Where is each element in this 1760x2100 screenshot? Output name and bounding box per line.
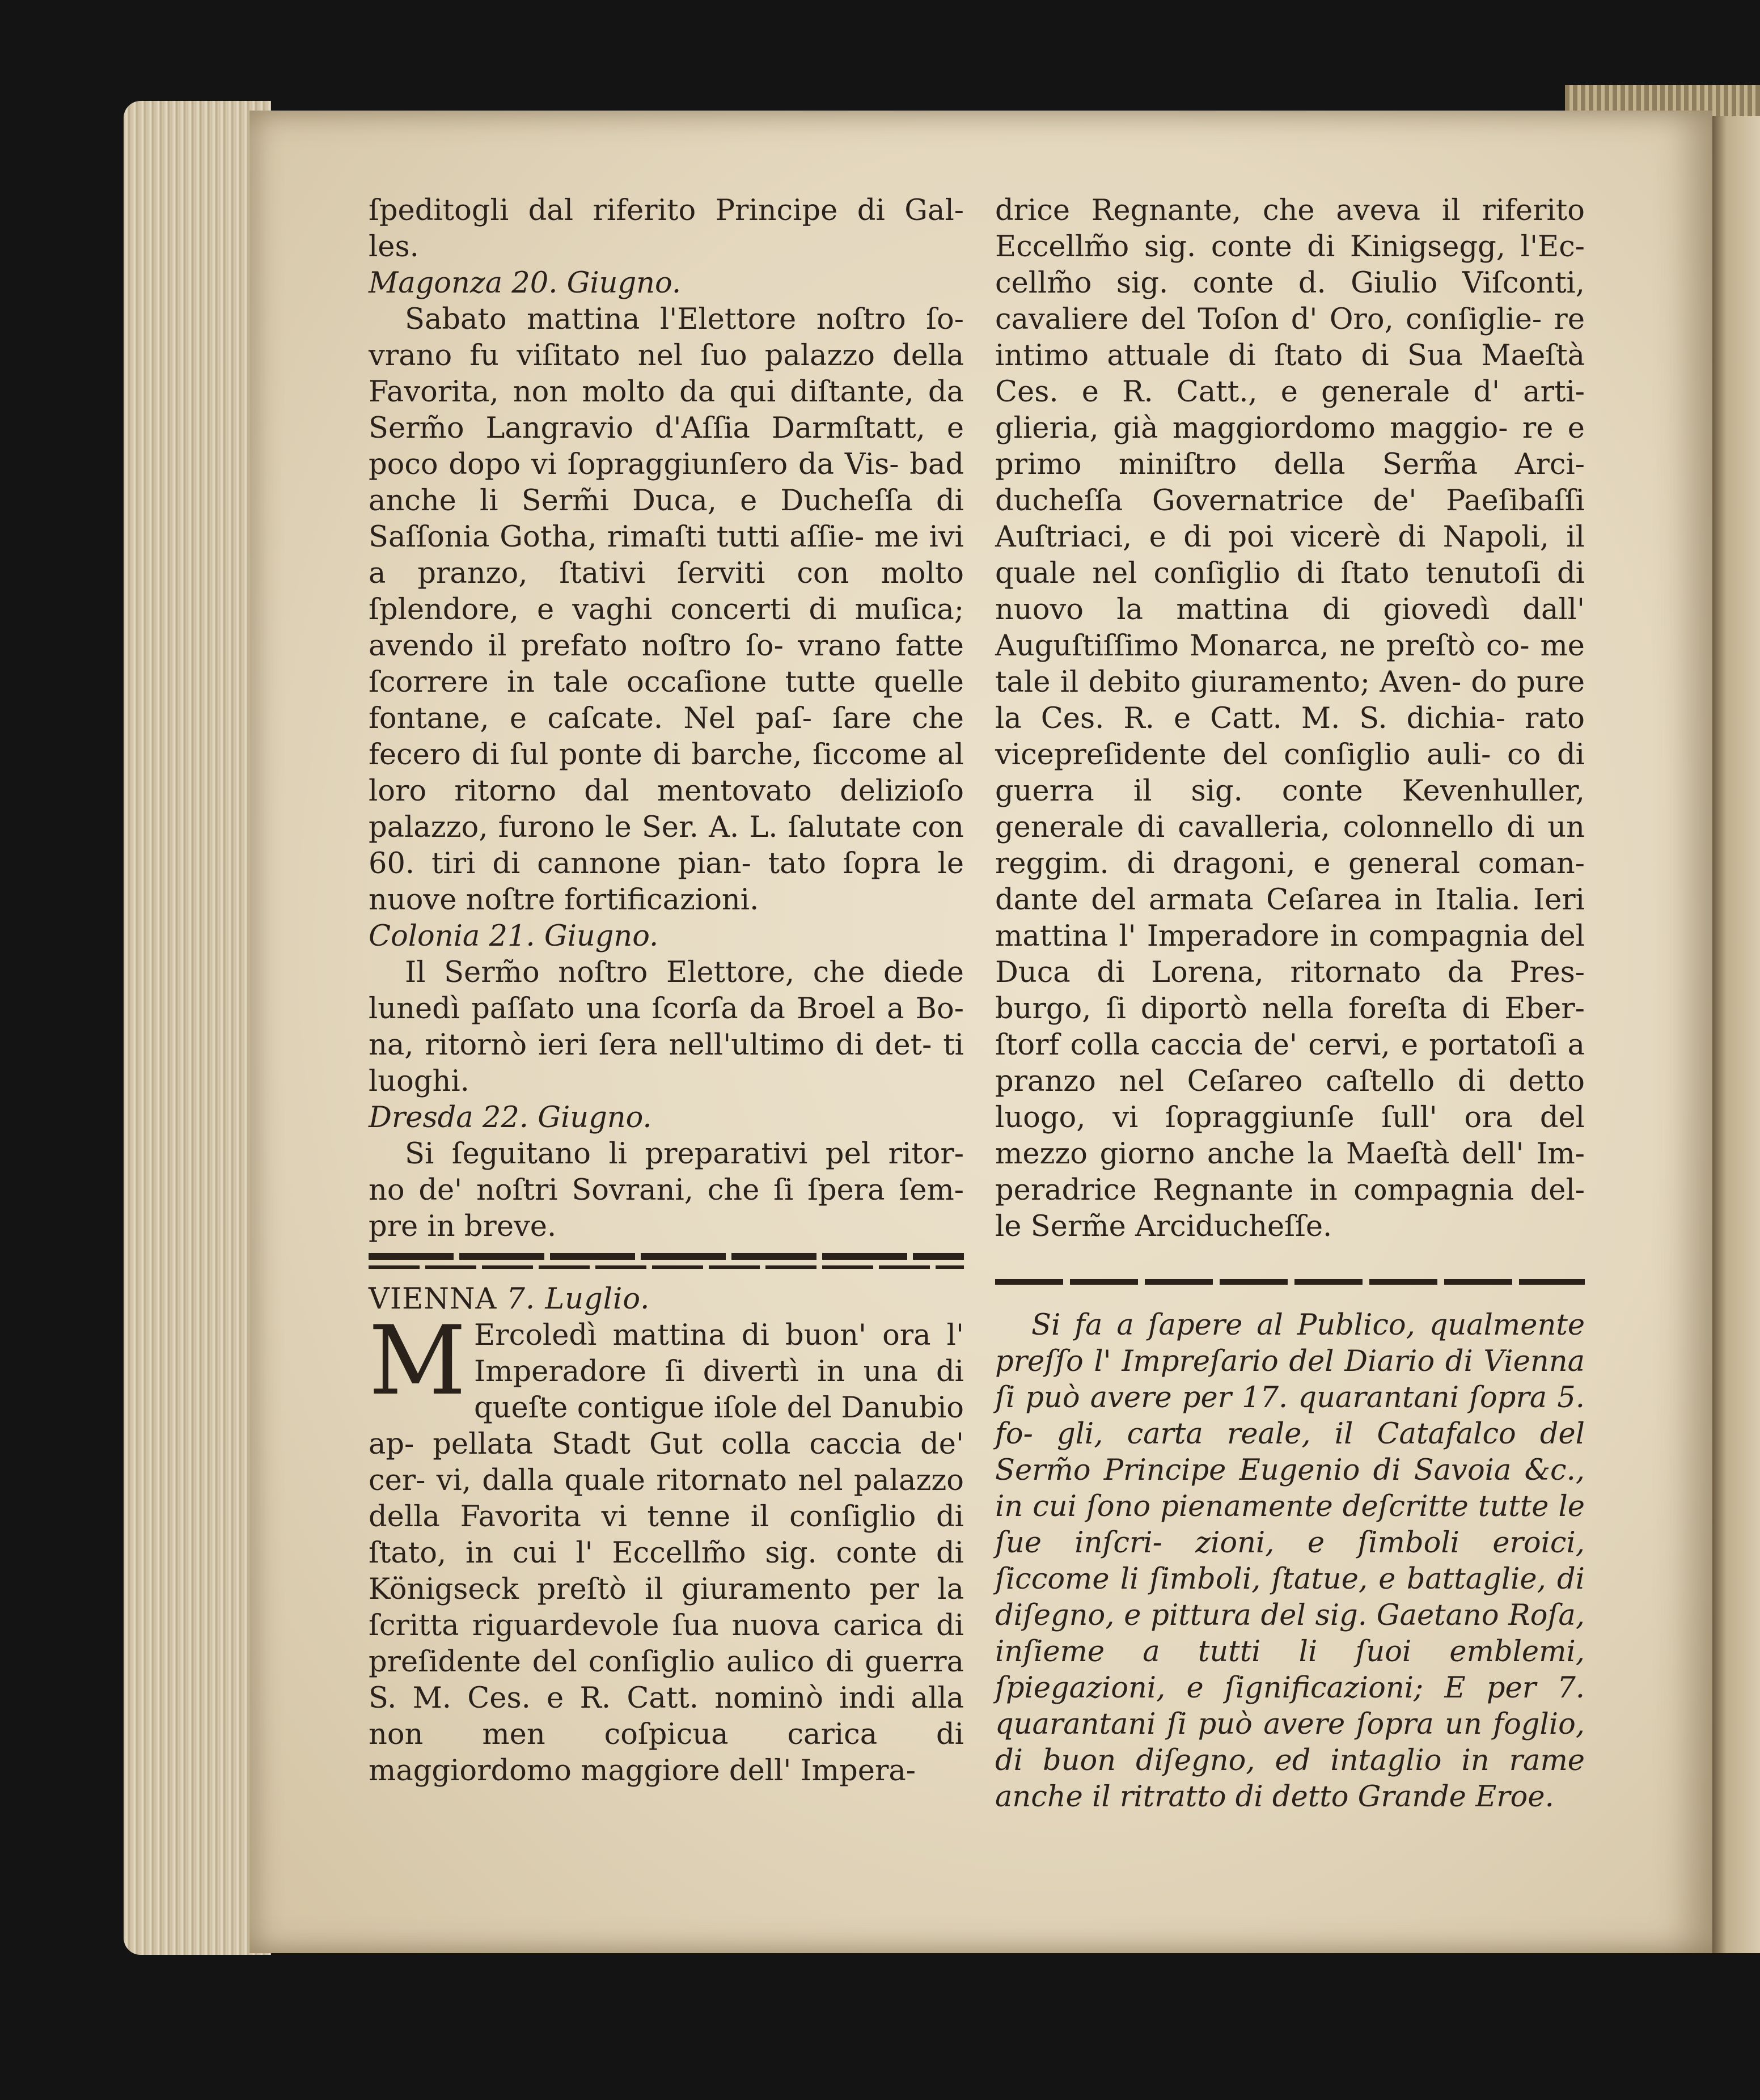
vienna-city: VIENNA [369, 1282, 497, 1316]
drop-cap: M [369, 1305, 467, 1416]
news-paragraph-vienna-cont: drice Regnante, che aveva il riferito Eccellm̃o sig. conte di Kinigsegg, l'Ec- cellm̃o sig. conte d. Giulio Viſconti, cavaliere del Toſon d' Oro, conſiglie- re intimo attuale di ſtato di Sua Maeſtà Ces. e R. Catt., e generale d' arti- glieria, già maggiordomo maggio- re e primo miniſtro della Serm̃a Arci- ducheſſa Governatrice de' Paeſibaſſi Auſtriaci, e di poi vicerè di Napoli, il quale nel conſiglio di ſtato tenutoſi di nuovo la mattina di giovedì dall' Auguſtiſſimo Monarca, ne preſtò co- me tale il debito giuramento; Aven- do pure la Ces. R. e Catt. M. S. dichia- rato vicepreſidente del conſiglio auli- co di guerra il sig. conte Kevenhuller, generale di cavalleria, colonnello di un reggim. di dragoni, e general coman- dante del armata Ceſarea in Italia. Ieri mattina l' Imperadore in compagnia del Duca di Lorena, ritornato da Pres- burgo, ſi diportò nella foreſta di Eber- ſtorf colla caccia de' cervi, e portatoſi a pranzo nel Ceſareo caſtello di detto luogo, vi ſopraggiunſe ſull' ora del mezzo giorno anche la Maeſtà dell' Im- peradrice Regnante in compagnia del- le Serm̃e Arciducheſſe. [995, 194, 1585, 1243]
news-paragraph-colonia: Il Serm̃o noſtro Elettore, che diede lunedì paſſato una ſcorſa da Broel a Bo- na, ritornò ieri ſera nell'ultimo di det- ti luoghi. [369, 956, 964, 1098]
vienna-text: Ercoledì mattina di buon' ora l' Imperadore ſi divertì in una di queſte contigue iſole del Danubio ap- pellata Stadt Gut colla caccia de' cer- vi, dalla quale ritornato nel palazzo della Favorita vi tenne il conſiglio di ſtato, in cui l' Eccellm̃o sig. conte di Königseck preſtò il giuramento per la ſcritta riguardevole ſua nuova carica di preſidente del conſiglio aulico di guerra S. M. Ces. e R. Catt. nominò indi alla non men coſpicua carica di maggiordomo maggiore dell' Impera- [369, 1319, 964, 1788]
left-column [369, 193, 964, 1789]
dateline-magonza: Magonza 20. Giugno. [369, 266, 682, 300]
continuation-text: ſpeditogli dal riferito Principe di Gal- les. [369, 194, 964, 264]
right-column [995, 193, 1585, 1815]
page-edges [124, 101, 271, 1955]
news-paragraph-dresda: Si ſeguitano li preparativi pel ritor- no de' noſtri Sovrani, che ſi ſpera ſem- pre in breve. [369, 1137, 964, 1243]
facing-page-edge [1712, 116, 1760, 1953]
vienna-heading [369, 1281, 964, 1318]
notice-divider [995, 1279, 1585, 1285]
dateline-colonia: Colonia 21. Giugno. [369, 920, 659, 953]
vienna-date: 7. Luglio. [506, 1282, 650, 1316]
dateline-dresda: Dresda 22. Giugno. [369, 1101, 652, 1134]
news-paragraph-magonza: Sabato mattina l'Elettore noſtro ſo- vrano fu viſitato nel ſuo palazzo della Favorita, non molto da qui diſtante, da Serm̃o Langravio d'Aſſia Darmſtatt, e poco dopo vi ſopraggiunſero da Vis- bad anche li Serm̃i Duca, e Ducheſſa di Saſſonia Gotha, rimaſti tutti aſſie- me ivi a pranzo, ſtativi ſerviti con molto ſplendore, e vaghi concerti di muſica; avendo il prefato noſtro ſo- vrano fatte ſcorrere in tale occaſione tutte quelle fontane, e caſcate. Nel paſ- ſare che fecero di ſul ponte di barche, ſiccome al loro ritorno dal mentovato delizioſo palazzo, furono le Ser. A. L. ſalutate con 60. tiri di cannone pian- tato ſopra le nuove noſtre fortificazioni. [369, 303, 964, 917]
section-divider-thin [369, 1265, 964, 1269]
public-notice: Si fa a ſapere al Publico, qualmente preſſo l' Impreſario del Diario di Vienna ſi può avere per 17. quarantani ſopra 5. fo- gli, carta reale, il Catafalco del Serm̃o Principe Eugenio di Savoia &c., in cui ſono pienamente deſcritte tutte le ſue inſcri- zioni, e ſimboli eroici, ſiccome li ſimboli, ſtatue, e battaglie, di diſegno, e pittura del sig. Gaetano Roſa, inſieme a tutti li ſuoi emblemi, ſpiegazioni, e ſignificazioni; E per 7. quarantani ſi può avere ſopra un foglio, di buon diſegno, ed intaglio in rame anche il ritratto di detto Grande Eroe. [995, 1309, 1585, 1814]
news-paragraph-vienna [369, 1305, 964, 1789]
section-divider [369, 1253, 964, 1260]
